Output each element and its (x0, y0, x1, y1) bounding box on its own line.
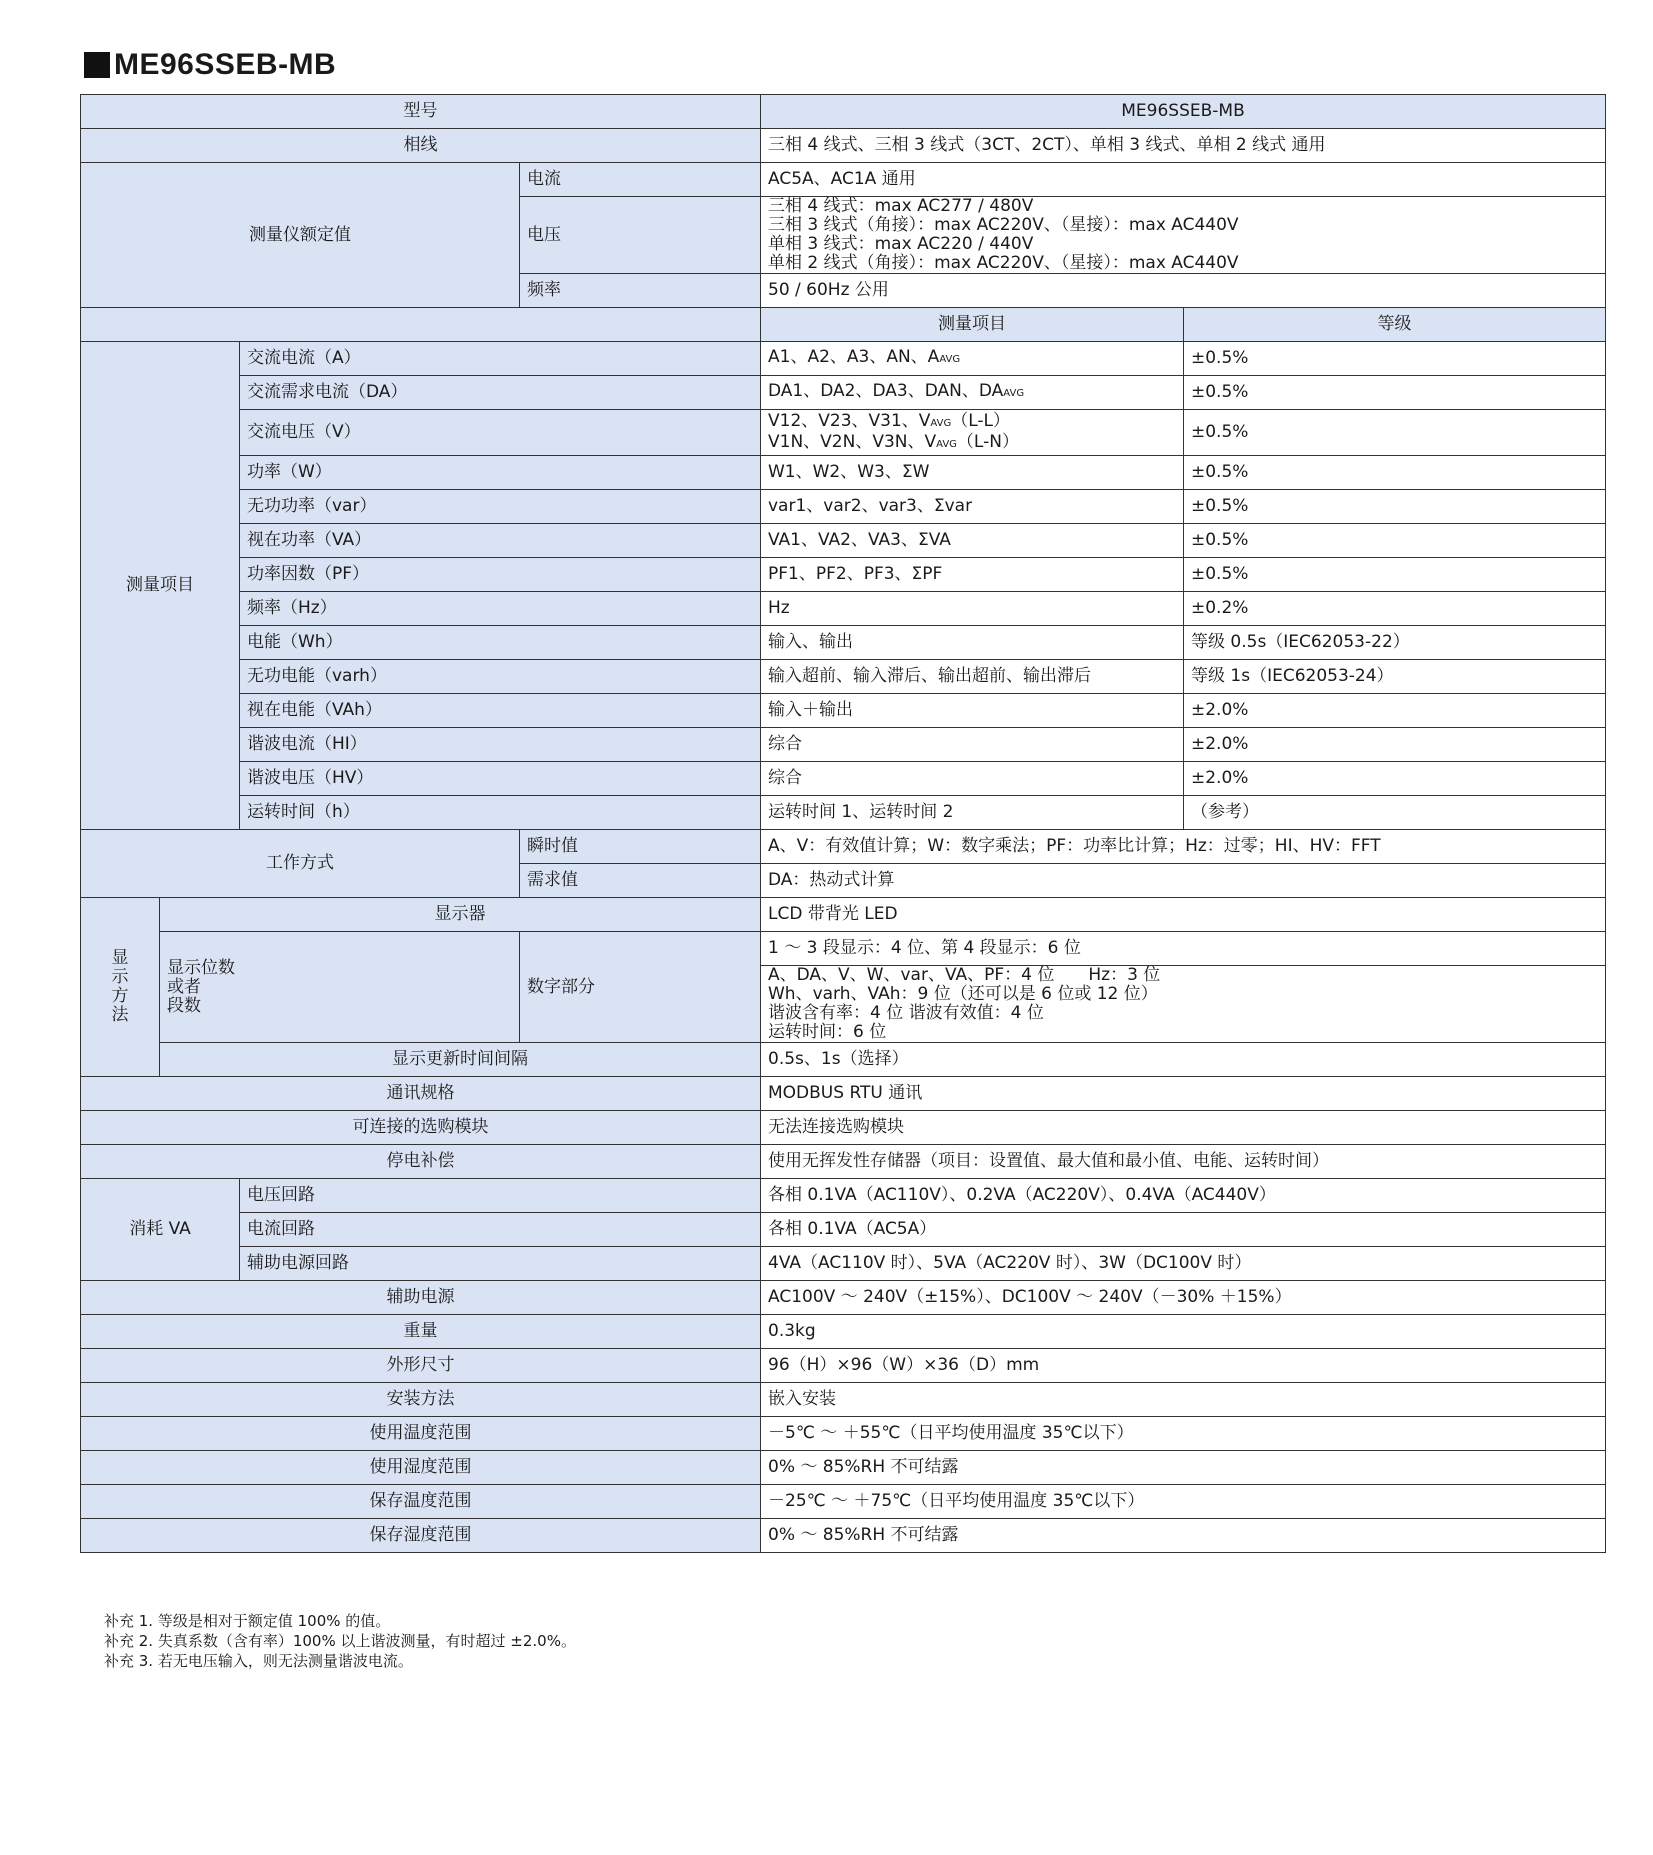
measurement-item-text: （L-L） (951, 410, 1010, 431)
measurement-item-sub: AVG (936, 438, 957, 450)
op-humidity-value: 0% ～ 85%RH 不可结露 (761, 1451, 1606, 1485)
consumption-current-value: 各相 0.1VA（AC5A） (761, 1213, 1606, 1247)
measurement-item-text: V1N、V2N、V3N、V (768, 431, 937, 452)
rating-frequency-label: 频率 (520, 274, 761, 308)
table-row (81, 1485, 1606, 1519)
display-digits-label (160, 932, 520, 1043)
measurement-item: 综合 (761, 728, 1184, 762)
operation-label: 工作方式 (81, 830, 520, 898)
measurement-grade: ±0.2% (1184, 592, 1606, 626)
voltage-line: 单相 2 线式（角接）：max AC220V、（星接）：max AC440V (768, 253, 1239, 273)
measurement-grade: ±0.5% (1184, 342, 1606, 376)
measurement-name: 交流电流（A） (240, 342, 761, 376)
measurement-item-text: DA1、DA2、DA3、DAN、DA (768, 381, 1004, 401)
storage-temp-value: －25℃ ～ ＋75℃（日平均使用温度 35℃以下） (761, 1485, 1606, 1519)
measurement-item: 输入、输出 (761, 626, 1184, 660)
voltage-line: 三相 3 线式（角接）：max AC220V、（星接）：max AC440V (768, 215, 1239, 235)
module-value: 无法连接选购模块 (761, 1111, 1606, 1145)
rating-current-value: AC5A、AC1A 通用 (761, 163, 1606, 197)
storage-temp-label: 保存温度范围 (81, 1485, 761, 1519)
display-digits-value2 (761, 966, 1606, 1043)
measurement-item: VA1、VA2、VA3、ΣVA (761, 524, 1184, 558)
display-refresh-label: 显示更新时间间隔 (160, 1043, 761, 1077)
table-row (81, 830, 1606, 864)
rating-label: 测量仪额定值 (81, 163, 520, 308)
power-fail-value: 使用无挥发性存储器（项目：设置值、最大值和最小值、电能、运转时间） (761, 1145, 1606, 1179)
power-fail-label: 停电补偿 (81, 1145, 761, 1179)
measurement-item: W1、W2、W3、ΣW (761, 456, 1184, 490)
table-row (81, 1281, 1606, 1315)
table-row (81, 1213, 1606, 1247)
display-label-char: 显 (111, 948, 129, 968)
display-label-char: 法 (111, 1005, 129, 1025)
consumption-aux-label: 辅助电源回路 (240, 1247, 761, 1281)
measurement-name: 谐波电流（HI） (240, 728, 761, 762)
operation-instant-value: A、V：有效值计算；W：数字乘法；PF：功率比计算；Hz：过零；HI、HV：FFT (761, 830, 1606, 864)
digits-line: Wh、varh、VAh：9 位（还可以是 6 位或 12 位） (768, 984, 1158, 1004)
display-refresh-value: 0.5s、1s（选择） (761, 1043, 1606, 1077)
table-row (81, 342, 1606, 376)
voltage-line: 单相 3 线式：max AC220 / 440V (768, 234, 1034, 254)
table-row (81, 376, 1606, 410)
footnotes (104, 1611, 576, 1671)
table-row (81, 1519, 1606, 1553)
measurement-grade: ±0.5% (1184, 376, 1606, 410)
model-value: ME96SSEB-MB (761, 95, 1606, 129)
measurement-grade: 等级 1s（IEC62053-24） (1184, 660, 1606, 694)
operation-demand-value: DA：热动式计算 (761, 864, 1606, 898)
measurement-item-text: A1、A2、A3、AN、A (768, 347, 940, 367)
comm-value: MODBUS RTU 通讯 (761, 1077, 1606, 1111)
page-title (84, 48, 336, 82)
weight-value: 0.3kg (761, 1315, 1606, 1349)
measurement-grade: ±0.5% (1184, 490, 1606, 524)
display-label-char: 示 (111, 967, 129, 987)
table-row (81, 163, 1606, 197)
measurement-item (761, 342, 1184, 376)
consumption-current-label: 电流回路 (240, 1213, 761, 1247)
dimensions-value: 96（H）×96（W）×36（D）mm (761, 1349, 1606, 1383)
measurement-name: 无功功率（var） (240, 490, 761, 524)
rating-frequency-value: 50 / 60Hz 公用 (761, 274, 1606, 308)
measurement-name: 电能（Wh） (240, 626, 761, 660)
measurement-name: 视在功率（VA） (240, 524, 761, 558)
measurement-item-text: V12、V23、V31、V (768, 410, 931, 431)
measurement-item: 输入超前、输入滞后、输出超前、输出滞后 (761, 660, 1184, 694)
table-row (81, 1043, 1606, 1077)
measurement-item-text: （L-N） (956, 431, 1019, 452)
table-row (81, 1315, 1606, 1349)
display-digits-label-line: 显示位数 (167, 957, 235, 978)
table-row (81, 410, 1606, 456)
table-row (81, 1247, 1606, 1281)
measurement-name: 视在电能（VAh） (240, 694, 761, 728)
measurement-grade: ±0.5% (1184, 456, 1606, 490)
table-row (81, 1417, 1606, 1451)
table-row (81, 1145, 1606, 1179)
measurement-item-sub: AVG (1003, 388, 1025, 399)
table-row (81, 456, 1606, 490)
measurement-grade: ±0.5% (1184, 410, 1606, 456)
measurement-header-grade: 等级 (1184, 308, 1606, 342)
rating-voltage-label: 电压 (520, 197, 761, 274)
comm-label: 通讯规格 (81, 1077, 761, 1111)
measurement-name: 交流电压（V） (240, 410, 761, 456)
consumption-voltage-value: 各相 0.1VA（AC110V）、0.2VA（AC220V）、0.4VA（AC440V） (761, 1179, 1606, 1213)
measurement-item: PF1、PF2、PF3、ΣPF (761, 558, 1184, 592)
table-row (81, 694, 1606, 728)
digits-line: A、DA、V、W、var、VA、PF：4 位 Hz：3 位 (768, 965, 1161, 985)
table-row (81, 524, 1606, 558)
measurement-item-sub: AVG (930, 417, 952, 429)
table-row (81, 1383, 1606, 1417)
measurement-item: 输入＋输出 (761, 694, 1184, 728)
digits-line: 运转时间：6 位 (768, 1022, 887, 1042)
footnote: 补充 1. 等级是相对于额定值 100% 的值。 (104, 1612, 391, 1630)
mounting-value: 嵌入安装 (761, 1383, 1606, 1417)
table-row (81, 1349, 1606, 1383)
table-row (81, 626, 1606, 660)
display-digits-value1: 1 ～ 3 段显示：4 位、第 4 段显示：6 位 (761, 932, 1606, 966)
display-numeric-label: 数字部分 (520, 932, 761, 1043)
measurement-grade: ±2.0% (1184, 728, 1606, 762)
operation-demand-label: 需求值 (520, 864, 761, 898)
table-row (81, 308, 1606, 342)
measurement-item-line (768, 412, 1176, 433)
measurement-grade: ±2.0% (1184, 694, 1606, 728)
display-screen-value: LCD 带背光 LED (761, 898, 1606, 932)
title-text: ME96SSEB-MB (114, 48, 337, 81)
measurement-item: 运转时间 1、运转时间 2 (761, 796, 1184, 830)
consumption-aux-value: 4VA（AC110V 时）、5VA（AC220V 时）、3W（DC100V 时） (761, 1247, 1606, 1281)
display-label-char: 方 (111, 986, 129, 1006)
display-screen-label: 显示器 (160, 898, 761, 932)
measurement-name: 运转时间（h） (240, 796, 761, 830)
measurement-name: 无功电能（varh） (240, 660, 761, 694)
table-row (81, 1077, 1606, 1111)
rating-current-label: 电流 (520, 163, 761, 197)
storage-humidity-label: 保存湿度范围 (81, 1519, 761, 1553)
table-row (81, 762, 1606, 796)
phase-label: 相线 (81, 129, 761, 163)
op-humidity-label: 使用湿度范围 (81, 1451, 761, 1485)
table-row (81, 592, 1606, 626)
table-row (81, 728, 1606, 762)
consumption-voltage-label: 电压回路 (240, 1179, 761, 1213)
measurement-item: 综合 (761, 762, 1184, 796)
storage-humidity-value: 0% ～ 85%RH 不可结露 (761, 1519, 1606, 1553)
measurement-item-sub: AVG (939, 354, 961, 365)
module-label: 可连接的选购模块 (81, 1111, 761, 1145)
measurement-header-item: 测量项目 (761, 308, 1184, 342)
display-digits-label-line: 或者 (167, 976, 201, 997)
phase-value: 三相 4 线式、三相 3 线式（3CT、2CT）、单相 3 线式、单相 2 线式 通用 (761, 129, 1606, 163)
title-square-icon (84, 52, 110, 78)
dimensions-label: 外形尺寸 (81, 1349, 761, 1383)
measurement-item (761, 376, 1184, 410)
table-row (81, 898, 1606, 932)
table-row (81, 660, 1606, 694)
aux-power-value: AC100V ～ 240V（±15%）、DC100V ～ 240V（－30% ＋15%） (761, 1281, 1606, 1315)
measurement-label: 测量项目 (81, 342, 240, 830)
table-row (81, 1111, 1606, 1145)
footnote: 补充 2. 失真系数（含有率）100% 以上谐波测量，有时超过 ±2.0%。 (104, 1632, 576, 1650)
table-row (81, 95, 1606, 129)
op-temp-value: －5℃ ～ ＋55℃（日平均使用温度 35℃以下） (761, 1417, 1606, 1451)
measurement-grade: ±0.5% (1184, 524, 1606, 558)
measurement-name: 谐波电压（HV） (240, 762, 761, 796)
measurement-item: var1、var2、var3、Σvar (761, 490, 1184, 524)
measurement-item: Hz (761, 592, 1184, 626)
measurement-grade: ±0.5% (1184, 558, 1606, 592)
display-label (81, 898, 160, 1077)
rating-voltage-value (761, 197, 1606, 274)
table-row (81, 1179, 1606, 1213)
table-row (81, 558, 1606, 592)
table-row (81, 932, 1606, 966)
measurement-name: 功率因数（PF） (240, 558, 761, 592)
operation-instant-label: 瞬时值 (520, 830, 761, 864)
measurement-name: 交流需求电流（DA） (240, 376, 761, 410)
display-digits-label-line: 段数 (167, 995, 201, 1016)
measurement-item (761, 410, 1184, 456)
table-row (81, 490, 1606, 524)
table-row (81, 129, 1606, 163)
table-row (81, 1451, 1606, 1485)
consumption-label: 消耗 VA (81, 1179, 240, 1281)
table-row (81, 796, 1606, 830)
measurement-grade: ±2.0% (1184, 762, 1606, 796)
measurement-grade: 等级 0.5s（IEC62053-22） (1184, 626, 1606, 660)
measurement-item-line (768, 433, 1176, 454)
aux-power-label: 辅助电源 (81, 1281, 761, 1315)
model-label: 型号 (81, 95, 761, 129)
op-temp-label: 使用温度范围 (81, 1417, 761, 1451)
mounting-label: 安装方法 (81, 1383, 761, 1417)
digits-line: 谐波含有率：4 位 谐波有效值：4 位 (768, 1003, 1044, 1023)
measurement-name: 功率（W） (240, 456, 761, 490)
measurement-grade: （参考） (1184, 796, 1606, 830)
weight-label: 重量 (81, 1315, 761, 1349)
footnote: 补充 3. 若无电压输入，则无法测量谐波电流。 (104, 1652, 413, 1670)
spec-table (80, 94, 1606, 1553)
measurement-header-blank (81, 308, 761, 342)
measurement-name: 频率（Hz） (240, 592, 761, 626)
voltage-line: 三相 4 线式：max AC277 / 480V (768, 196, 1034, 216)
